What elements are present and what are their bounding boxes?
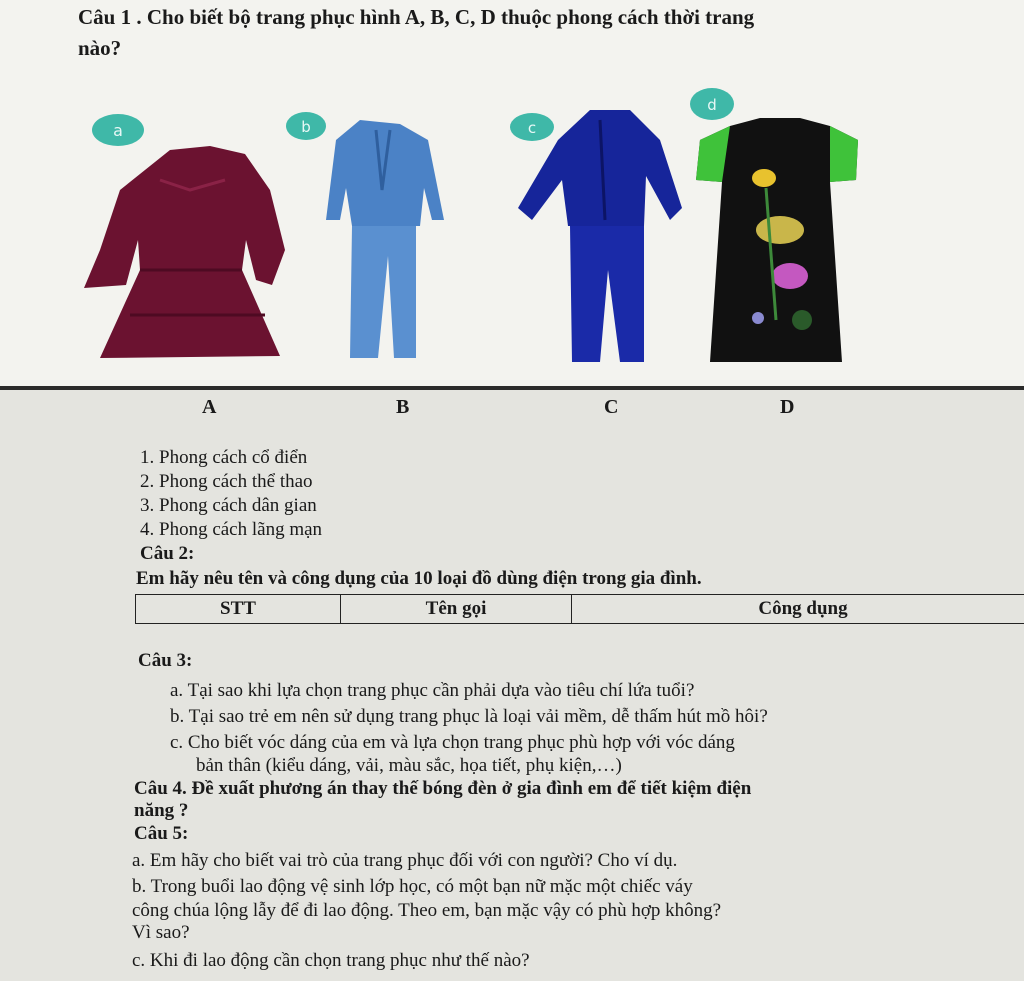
question-5-line-b-end: Vì sao? <box>132 922 190 943</box>
question-5-line-a: a. Em hãy cho biết vai trò của trang phục đối với con người? Cho ví dụ. <box>132 850 678 871</box>
badge-a-label: a <box>113 121 123 140</box>
question-5-line-b-cont: công chúa lộng lẫy để đi lao động. Theo em, bạn mặc vậy có phù hợp không? <box>132 900 722 921</box>
figure-letter-a: A <box>202 396 217 418</box>
question-5-title: Câu 5: <box>134 823 189 844</box>
question-2-prompt: Em hãy nêu tên và công dụng của 10 loại đồ dùng điện trong gia đình. <box>136 568 702 589</box>
question-3-item-c-cont: bản thân (kiểu dáng, vải, màu sắc, họa tiết, phụ kiện,…) <box>196 755 622 776</box>
badge-d-label: d <box>707 96 717 114</box>
top-section <box>0 0 1024 386</box>
style-option-1: 1. Phong cách cổ điển <box>140 447 308 468</box>
table-header-stt: STT <box>136 595 341 624</box>
table-header-row <box>136 595 1024 624</box>
appliance-table <box>135 594 1024 624</box>
outfit-c-tracksuit <box>518 110 682 362</box>
question-4-line-1: Câu 4. Đề xuất phương án thay thế bóng đèn ở gia đình em để tiết kiệm điện <box>134 778 752 799</box>
outfit-d-dress <box>696 118 858 362</box>
question-3-item-b: b. Tại sao trẻ em nên sử dụng trang phục là loại vải mềm, dễ thấm hút mồ hôi? <box>170 706 768 727</box>
question-3-item-a: a. Tại sao khi lựa chọn trang phục cần phải dựa vào tiêu chí lứa tuổi? <box>170 680 695 701</box>
style-option-4: 4. Phong cách lãng mạn <box>140 519 323 540</box>
question-1-line-1: Câu 1 . Cho biết bộ trang phục hình A, B, C, D thuộc phong cách thời trang <box>78 5 755 29</box>
table-header-name: Tên gọi <box>341 595 572 624</box>
table-header-usage: Công dụng <box>572 595 1024 624</box>
outfit-b-suit <box>326 120 444 358</box>
figure-letter-d: D <box>780 396 795 418</box>
badge-b-label: b <box>301 118 311 136</box>
style-option-3: 3. Phong cách dân gian <box>140 495 317 516</box>
clothing-figure <box>60 80 960 380</box>
figure-letter-b: B <box>396 396 410 418</box>
badge-d <box>690 88 734 120</box>
question-5-line-c: c. Khi đi lao động cần chọn trang phục như thế nào? <box>132 950 530 971</box>
figure-letter-c: C <box>604 396 619 418</box>
question-1-line-2: nào? <box>78 36 122 60</box>
badge-b <box>286 112 326 140</box>
style-option-2: 2. Phong cách thể thao <box>140 471 313 492</box>
outfit-a-dress <box>84 146 285 358</box>
question-3-title: Câu 3: <box>138 650 193 671</box>
question-5-line-b: b. Trong buổi lao động vệ sinh lớp học, có một bạn nữ mặc một chiếc váy <box>132 876 693 897</box>
badge-c <box>510 113 554 141</box>
question-3-item-c: c. Cho biết vóc dáng của em và lựa chọn trang phục phù hợp với vóc dáng <box>170 732 735 753</box>
question-4-line-2: năng ? <box>134 800 189 821</box>
question-2-title: Câu 2: <box>140 543 195 564</box>
badge-a <box>92 114 144 146</box>
badge-c-label: c <box>527 119 537 137</box>
question-1 <box>78 2 1008 64</box>
